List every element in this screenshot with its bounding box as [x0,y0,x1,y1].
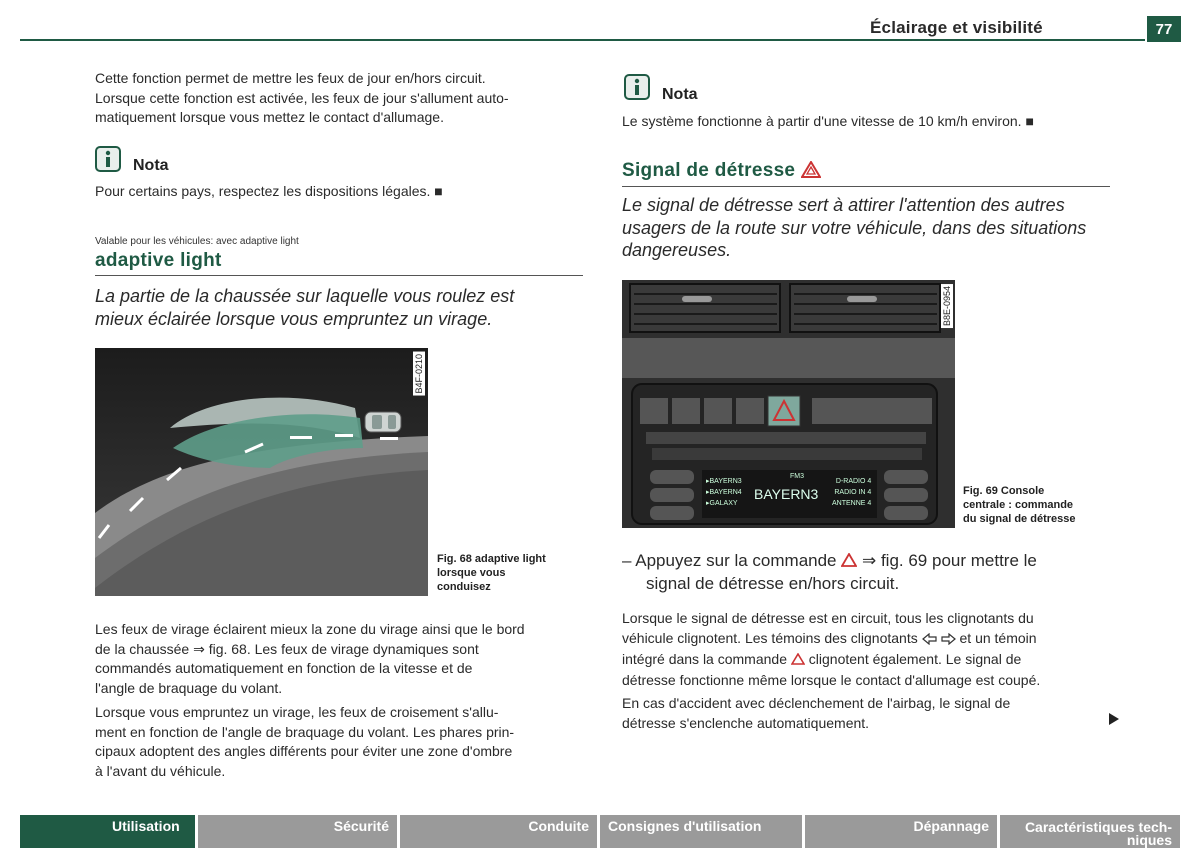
paragraph-curve-lights: Les feux de virage éclairent mieux la zone du virage ainsi que le bord de la chaussée ⇒ fig. 68. Les feux de virage dynamiques sont commandés automatiquement en fonction de la vitesse et de l'angle de braquage du volant. [95,621,525,696]
nota-label: Nota [133,157,169,174]
figure-69-caption: Fig. 69 Console centrale : commande du signal de détresse [963,485,1076,525]
figure-68-adaptive-light [95,348,428,596]
info-icon [624,74,650,100]
radio-station: BAYERN3 [754,486,819,502]
chapter-title: Éclairage et visibilité [870,18,1043,37]
figure-code: B8E-0954 [942,286,952,327]
section-title-hazard: Signal de détresse [622,160,821,184]
section-title-adaptive-light: adaptive light [95,250,222,271]
info-icon [95,146,121,172]
radio-band: FM3 [790,473,804,480]
instruction-step: – Appuyez sur la commande ⇒ fig. 69 pour mettre le signal de détresse en/hors circuit. [622,551,1037,593]
radio-preset-list-right: D-RADIO 4 RADIO IN 4 ANTENNE 4 [832,478,872,507]
tab-conduite[interactable]: Conduite [400,815,600,848]
page-number: 77 [1147,16,1181,42]
hazard-triangle-icon [791,651,805,671]
section-rule [622,186,1110,187]
tab-consignes-utilisation[interactable]: Consignes d'utilisation [600,815,805,848]
section-rule [95,275,583,276]
header-rule [20,39,1145,41]
nota-text: Pour certains pays, respectez les dispositions légales. ■ [95,183,443,199]
tab-securite[interactable]: Sécurité [198,815,400,848]
lead-hazard: Le signal de détresse sert à attirer l'attention des autres usagers de la route sur votre véhicule, dans des situations dangereuses. [622,195,1087,260]
nota-text: Le système fonctionne à partir d'une vitesse de 10 km/h environ. ■ [622,113,1034,129]
tab-depannage[interactable]: Dépannage [805,815,1000,848]
tab-utilisation[interactable]: Utilisation [20,815,198,848]
lead-adaptive-light: La partie de la chaussée sur laquelle vous roulez est mieux éclairée lorsque vous empruntez un virage. [95,286,515,329]
intro-paragraph: Cette fonction permet de mettre les feux de jour en/hors circuit. Lorsque cette fonction est activée, les feux de jour s'allument auto- matiquement lorsque vous mettez le contact d'allumage. [95,70,509,125]
hazard-triangle-icon [841,551,857,573]
figure-69-center-console [622,280,955,528]
figure-code: B4F-0210 [414,354,424,394]
nota-label: Nota [662,86,698,103]
turn-signal-arrows-icon [922,631,956,651]
radio-preset-list: ▸BAYERN3 ▸BAYERN4 ▸GALAXY [706,478,742,507]
tab-caracteristiques-techniques[interactable]: Caractéristiques tech- niques [1000,815,1180,848]
validity-note: Valable pour les véhicules: avec adaptive light [95,236,299,247]
footer-nav [20,815,1180,848]
continue-arrow-icon [1108,712,1120,731]
figure-68-caption: Fig. 68 adaptive light lorsque vous conduisez [437,553,546,593]
paragraph-hazard-on: Lorsque le signal de détresse est en circuit, tous les clignotants du véhicule clignotent. Les témoins des clignotants et un témoin intégré dans la commande clignotent également. Le signal de détresse fonctionne même lorsque le contact d'allumage est coupé. [622,610,1041,688]
hazard-triangle-icon [801,161,821,184]
paragraph-airbag: En cas d'accident avec déclenchement de l'airbag, le signal de détresse s'enclenche automatiquement. [622,695,1011,731]
paragraph-low-beam: Lorsque vous empruntez un virage, les feux de croisement s'allu- ment en fonction de l'angle de braquage du volant. Les phares prin- cipaux adoptent des angles différents pour éviter une zone d'ombre à l'avant du véhicule. [95,704,515,779]
